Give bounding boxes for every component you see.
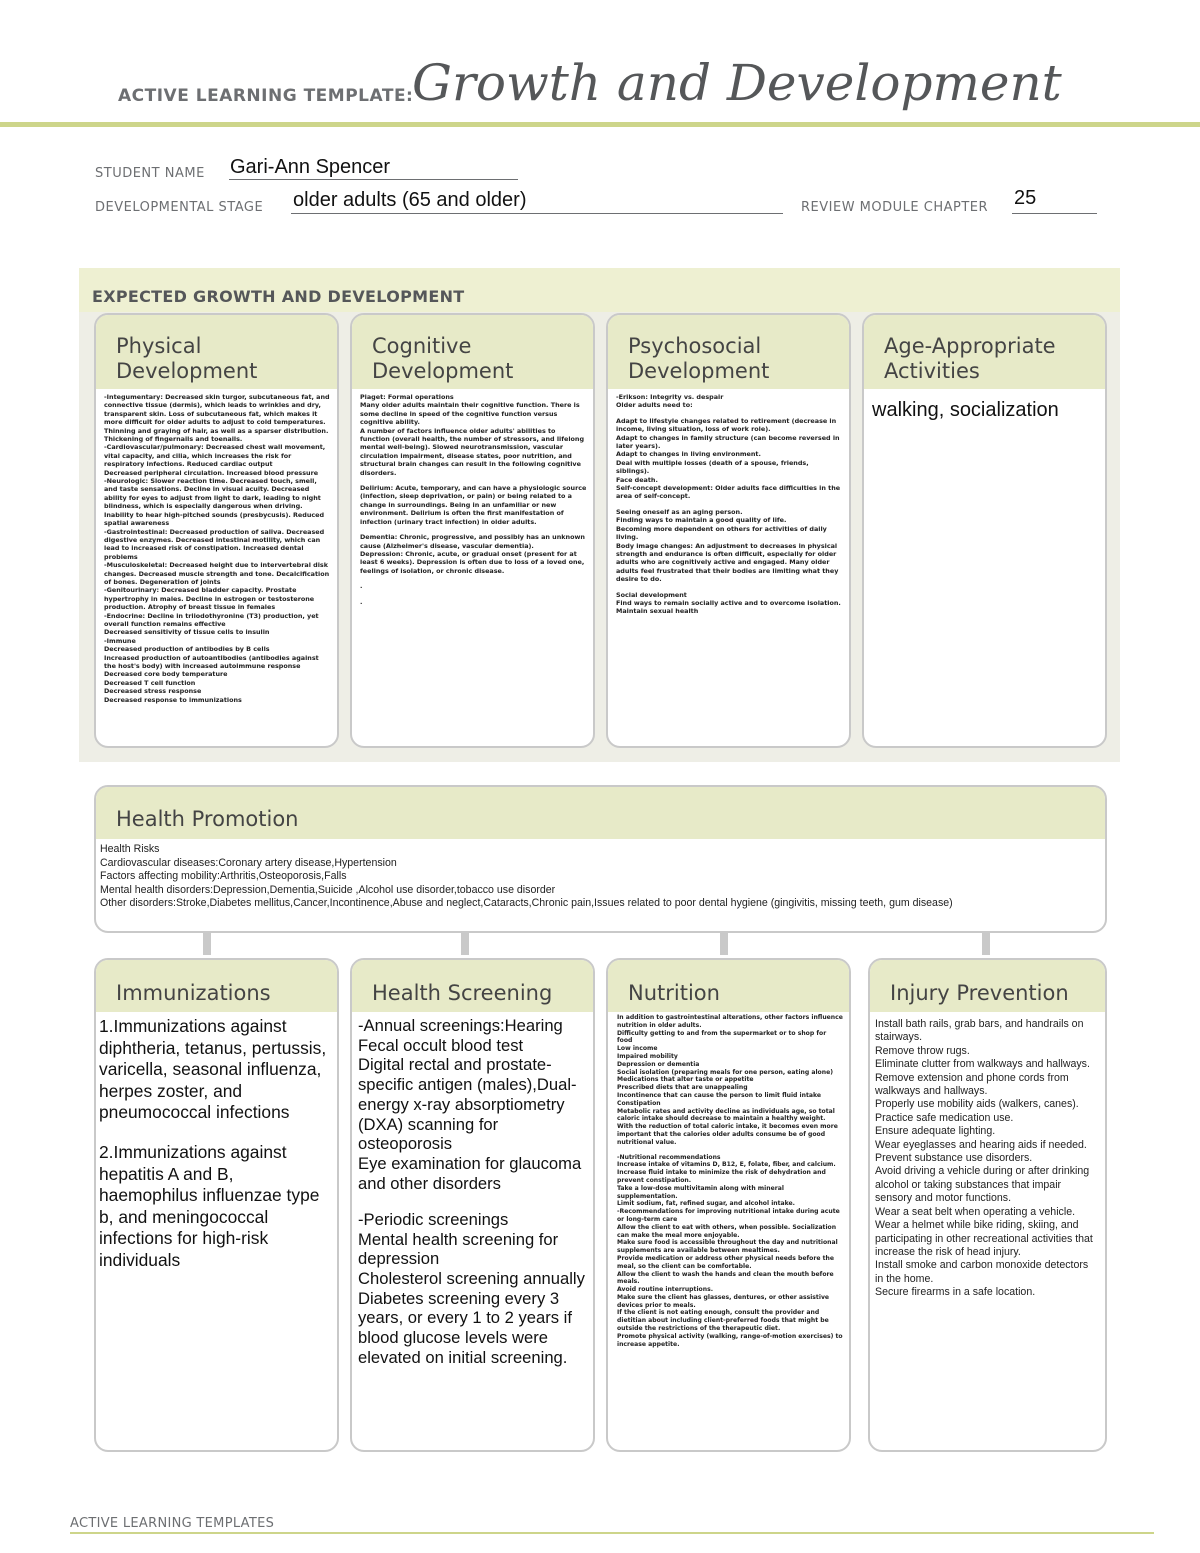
injury-line: Properly use mobility aids (walkers, canes). (875, 1098, 1079, 1111)
physical-development-card (94, 313, 339, 748)
student-name-label: STUDENT NAME (95, 166, 205, 181)
nutrition-line: Low income (617, 1045, 658, 1053)
immunizations-card (94, 958, 339, 1452)
age-appropriate-activities-card (862, 313, 1107, 748)
physical-line: Decreased T cell function (104, 678, 196, 687)
injury-line: Avoid driving a vehicle during or after drinking alcohol or taking substances that impair sensory and motor functions. (875, 1165, 1090, 1205)
health-screening-title: Health Screening (372, 981, 553, 1005)
cognitive-line: Many older adults maintain their cognitive function. There is some decline in speed of the cognitive function versus cognitive ability. (360, 401, 580, 427)
physical-line: Decreased core body temperature (104, 670, 228, 679)
physical-line: -Gastrointestinal: Decreased production of saliva. Decreased digestive enzymes. Decreased intestinal motility, which can lead to increased risk of constipation. Increased dental problems (104, 527, 325, 561)
screening-line (358, 1193, 587, 1210)
template-label: ACTIVE LEARNING TEMPLATE: (118, 86, 414, 106)
review-chapter-label: REVIEW MODULE CHAPTER (801, 200, 989, 215)
screening-line: Mental health screening for depression (358, 1229, 559, 1269)
psychosocial-line: -Erikson: Integrity vs. despair (616, 393, 724, 401)
developmental-stage-label: DEVELOPMENTAL STAGE (95, 200, 264, 215)
cognitive-card-title: Cognitive Development (372, 334, 514, 383)
injury-line: Prevent substance use disorders. (875, 1152, 1033, 1165)
health-screening-card (350, 958, 595, 1452)
psychosocial-line: Find ways to remain socially active and to overcome isolation. (616, 598, 841, 607)
footer-divider (70, 1532, 1154, 1534)
physical-line: Decreased production of antibodies by B cells (104, 645, 270, 654)
psychosocial-line: Social development (616, 590, 687, 599)
nutrition-line: -Nutritional recommendations (617, 1153, 721, 1161)
injury-line: Remove throw rugs. (875, 1044, 970, 1057)
cognitive-line: Depression: Chronic, acute, or gradual onset (present for at least 6 weeks). Depression is often due to loss of a loved one, feelings of isolation, or chronic disease. (360, 549, 585, 575)
injury-line: Wear a helmet while bike riding, skiing, and participating in other recreational activities that increase the risk of head injury. (875, 1219, 1093, 1258)
developmental-stage-underline (291, 213, 783, 214)
injury-line: Wear a seat belt when operating a vehicle. (875, 1205, 1076, 1218)
psychosocial-card-title: Psychosocial Development (628, 334, 770, 383)
connector-injury-prevention (982, 933, 990, 955)
physical-card-title: Physical Development (116, 334, 258, 383)
nutrition-title: Nutrition (628, 981, 720, 1005)
health-risks-text[interactable] (100, 843, 1099, 911)
cognitive-line: Piaget: Formal operations (360, 393, 454, 401)
health-risk-line: Health Risks (100, 843, 160, 855)
developmental-stage-field[interactable]: older adults (65 and older) (293, 189, 527, 211)
screening-line: -Annual screenings:Hearing (358, 1016, 563, 1035)
psychosocial-development-card (606, 313, 851, 748)
health-promotion-title: Health Promotion (116, 807, 299, 831)
injury-line: Install smoke and carbon monoxide detectors in the home. (875, 1259, 1089, 1285)
nutrition-line: Incontinence that can cause the person to limit fluid intake (617, 1091, 821, 1099)
psychosocial-line: Older adults need to: (616, 401, 693, 410)
cognitive-line: A number of factors influence older adults' abilities to function (overall health, the number of stressors, and lifelong mental well-being). Slowed neurotransmission, vascular circulation impairment, disease states, poor nutrition, and structural brain changes can result in the following cognitive disorders. (360, 426, 585, 477)
nutrition-line: Prescribed diets that are unappealing (617, 1084, 748, 1092)
psychosocial-line: Face death. (616, 475, 658, 484)
connector-nutrition (720, 933, 728, 955)
health-screening-text[interactable] (358, 1016, 587, 1368)
physical-line: Decreased peripheral circulation. Increased blood pressure (104, 468, 319, 477)
psychosocial-line: Adapt to lifestyle changes related to retirement (decrease in income, living situation, loss of work role). (616, 416, 837, 434)
nutrition-line: Limit sodium, fat, refined sugar, and alcohol intake. (617, 1200, 795, 1208)
nutrition-line: Depression or dementia (617, 1060, 700, 1068)
activities-text[interactable]: walking, socialization (872, 399, 1059, 421)
psychosocial-development-text[interactable] (616, 393, 843, 616)
psychosocial-line: Becoming more dependent on others for activities of daily living. (616, 524, 827, 542)
footer-text: ACTIVE LEARNING TEMPLATES (70, 1516, 275, 1531)
nutrition-line: Social isolation (preparing meals for one person, eating alone) (617, 1068, 834, 1076)
connector-immunizations (203, 933, 211, 955)
screening-line: Diabetes screening every 3 years, or every 1 to 2 years if blood glucose levels were elevated on initial screening. (358, 1288, 572, 1367)
psychosocial-line: Deal with multiple losses (death of a spouse, friends, siblings). (616, 458, 809, 476)
injury-line: Secure firearms in a safe location. (875, 1286, 1036, 1299)
nutrition-line: Promote physical activity (walking, range-of-motion exercises) to increase appetite. (617, 1332, 843, 1348)
psychosocial-line: Adapt to changes in living environment. (616, 450, 761, 459)
nutrition-line: -Recommendations for improving nutritional intake during acute or long-term care (617, 1208, 840, 1223)
nutrition-line: Difficulty getting to and from the supermarket or to shop for food (617, 1029, 827, 1045)
nutrition-line: Medications that alter taste or appetite (617, 1076, 754, 1084)
nutrition-line: Allow the client to eat with others, when possible. Socialization can make the meal more enjoyable. (617, 1223, 837, 1239)
cognitive-development-card (350, 313, 595, 748)
cognitive-line: Delirium: Acute, temporary, and can have a physiologic source (infection, sleep deprivation, or pain) or being related to a change in surroundings. Being in an unfamiliar or new environment. Delirium is often the first manifestation of infection (urinary tract infection) in older adults. (360, 484, 587, 526)
physical-line: -Endocrine: Decline in triiodothyronine (T3) production, yet overall function remains effective (104, 611, 319, 628)
psychosocial-line: Seeing oneself as an aging person. (616, 507, 743, 516)
physical-line: -Musculoskeletal: Decreased height due to intervertebral disk changes. Decreased muscle strength and tone. Decalcification of bones. Degeneration of joints (104, 561, 330, 586)
physical-line: Thinning and graying of hair, as well as a sparser distribution. Thickening of fingernails and toenails. (104, 426, 329, 444)
nutrition-line: Allow the client to wash the hands and clean the mouth before meals. (617, 1270, 834, 1286)
injury-line: Eliminate clutter from walkways and hallways. (875, 1058, 1090, 1071)
immunizations-text[interactable] (99, 1016, 331, 1272)
physical-line: -Integumentary: Decreased skin turgor, subcutaneous fat, and connective tissue (dermis), which leads to wrinkles and dry, transparent skin. Loss of subcutaneous fat, which makes it more difficult for older adults to adjust to cold temperatures. (104, 393, 330, 427)
screening-line: Digital rectal and prostate-specific antigen (males),Dual-energy x-ray absorptiometry (DXA) scanning for osteoporosis (358, 1055, 577, 1154)
header-divider (0, 122, 1200, 127)
cognitive-line: . (360, 582, 363, 591)
psychosocial-line: Body image changes: An adjustment to decreases in physical strength and endurance is often difficult, especially for older adults who are cognitively active and engaged. Many older adults feel frustrated that their bodies are limiting what they desire to do. (616, 541, 839, 584)
health-risk-line: Factors affecting mobility:Arthritis,Osteoporosis,Falls (100, 870, 347, 882)
physical-line: Decreased sensitivity of tissue cells to insulin (104, 628, 270, 637)
immunization-paragraph: 1.Immunizations against diphtheria, tetanus, pertussis, varicella, seasonal influenza, herpes zoster, and pneumococcal infections (99, 1016, 327, 1123)
physical-line: -Neurologic: Slower reaction time. Decreased touch, smell, and taste sensations. Decline in visual acuity. Decreased ability for eyes to adjust from light to dark, leading to night blindness, which is especially dangerous when driving. Inability to hear high-pitched sounds (presbycusis). Reduced spatial awareness (104, 477, 325, 528)
physical-line: -Genitourinary: Decreased bladder capacity. Prostate hypertrophy in males. Decline in estrogen or testosterone production. Atrophy of breast tissue in females (104, 586, 315, 612)
physical-line: -Cardiovascular/pulmonary: Decreased chest wall movement, vital capacity, and cilia, which increases the risk for respiratory infections. Reduced cardiac output (104, 443, 326, 469)
health-promotion-card (94, 785, 1107, 933)
physical-line: Decreased response to immunizations (104, 695, 242, 704)
nutrition-line: Metabolic rates and activity decline as individuals age, so total caloric intake should decrease to maintain a healthy weight. With the reduction of total caloric intake, it becomes even more important that the calories older adults consume be of good nutritional value. (617, 1107, 838, 1146)
screening-line: Cholesterol screening annually (358, 1269, 585, 1289)
screening-line: Eye examination for glaucoma and other disorders (358, 1153, 582, 1193)
injury-line: Ensure adequate lighting. (875, 1125, 996, 1138)
student-name-field[interactable]: Gari-Ann Spencer (230, 156, 391, 178)
health-risk-line: Mental health disorders:Depression,Dementia,Suicide ,Alcohol use disorder,tobacco use disorder (100, 883, 556, 896)
injury-line: Practice safe medication use. (875, 1111, 1014, 1124)
nutrition-line: Avoid routine interruptions. (617, 1286, 714, 1294)
psychosocial-line: Self-concept development: Older adults face difficulties in the area of self-concept. (616, 484, 841, 501)
physical-line: Increased production of autoantibodies (antibodies against the host's body) with increased autoimmune response (104, 653, 319, 670)
psychosocial-line: Maintain sexual health (616, 607, 699, 616)
nutrition-text[interactable] (617, 1014, 843, 1348)
nutrition-line: In addition to gastrointestinal alterations, other factors influence nutrition in older adults. (617, 1014, 843, 1029)
nutrition-line: Increase intake of vitamins D, B12, E, folate, fiber, and calcium. Increase fluid intake to minimize the risk of dehydration and prevent constipation. (617, 1161, 836, 1184)
physical-line: -Immune (104, 636, 136, 645)
nutrition-line: Constipation (617, 1099, 661, 1107)
screening-line: -Periodic screenings (358, 1209, 509, 1229)
activities-card-title: Age-Appropriate Activities (884, 334, 1056, 383)
injury-line: Wear eyeglasses and hearing aids if needed. (875, 1138, 1087, 1151)
nutrition-card (606, 958, 851, 1452)
nutrition-line: Impaired mobility (617, 1052, 678, 1060)
nutrition-line: If the client is not eating enough, consult the provider and dietitian about including client-preferred foods that might be outside the restrictions of the therapeutic diet. (617, 1309, 829, 1333)
template-title: Growth and Development (412, 54, 1062, 112)
cognitive-development-text[interactable] (360, 393, 587, 606)
review-chapter-field[interactable]: 25 (1014, 187, 1037, 209)
psychosocial-line: Finding ways to maintain a good quality of life. (616, 516, 787, 525)
immunization-paragraph: 2.Immunizations against hepatitis A and B, haemophilus influenzae type b, and meningococcal infections for high-risk individuals (99, 1141, 320, 1270)
immunizations-title: Immunizations (116, 981, 271, 1005)
review-chapter-underline (1012, 213, 1097, 214)
cognitive-line: . (360, 597, 363, 606)
nutrition-line: Make sure the client has glasses, dentures, or other assistive devices prior to meals. (617, 1293, 830, 1309)
nutrition-line: Make sure food is accessible throughout the day and nutritional supplements are available between mealtimes. (617, 1239, 838, 1255)
psychosocial-line: Adapt to changes in family structure (can become reversed in later years). (616, 433, 840, 451)
health-risk-line: Cardiovascular diseases:Coronary artery disease,Hypertension (100, 856, 397, 869)
physical-line: Decreased stress response (104, 687, 202, 696)
nutrition-line: Provide medication or address other physical needs before the meal, so the client can be comfortable. (617, 1254, 835, 1270)
nutrition-line: Take a low-dose multivitamin along with mineral supplementation. (617, 1184, 784, 1200)
health-risk-line: Other disorders:Stroke,Diabetes mellitus,Cancer,Incontinence,Abuse and neglect,Cataracts,Chronic pain,Issues related to poor dental hygiene (gingivitis, missing teeth, gum disease) (100, 897, 953, 909)
connector-health-screening (461, 933, 469, 955)
injury-prevention-text[interactable] (875, 1018, 1099, 1300)
injury-line: Remove extension and phone cords from walkways and hallways. (875, 1071, 1069, 1098)
physical-development-text[interactable] (104, 393, 331, 704)
injury-prevention-title: Injury Prevention (890, 981, 1069, 1005)
injury-prevention-card (868, 958, 1107, 1452)
cognitive-line: Dementia: Chronic, progressive, and possibly has an unknown cause (Alzheimer's disease, vascular dementia). (360, 533, 585, 550)
screening-line: Fecal occult blood test (358, 1035, 524, 1055)
injury-line: Install bath rails, grab bars, and handrails on stairways. (875, 1018, 1084, 1044)
expected-growth-title: EXPECTED GROWTH AND DEVELOPMENT (92, 287, 465, 306)
student-name-underline (229, 179, 518, 180)
